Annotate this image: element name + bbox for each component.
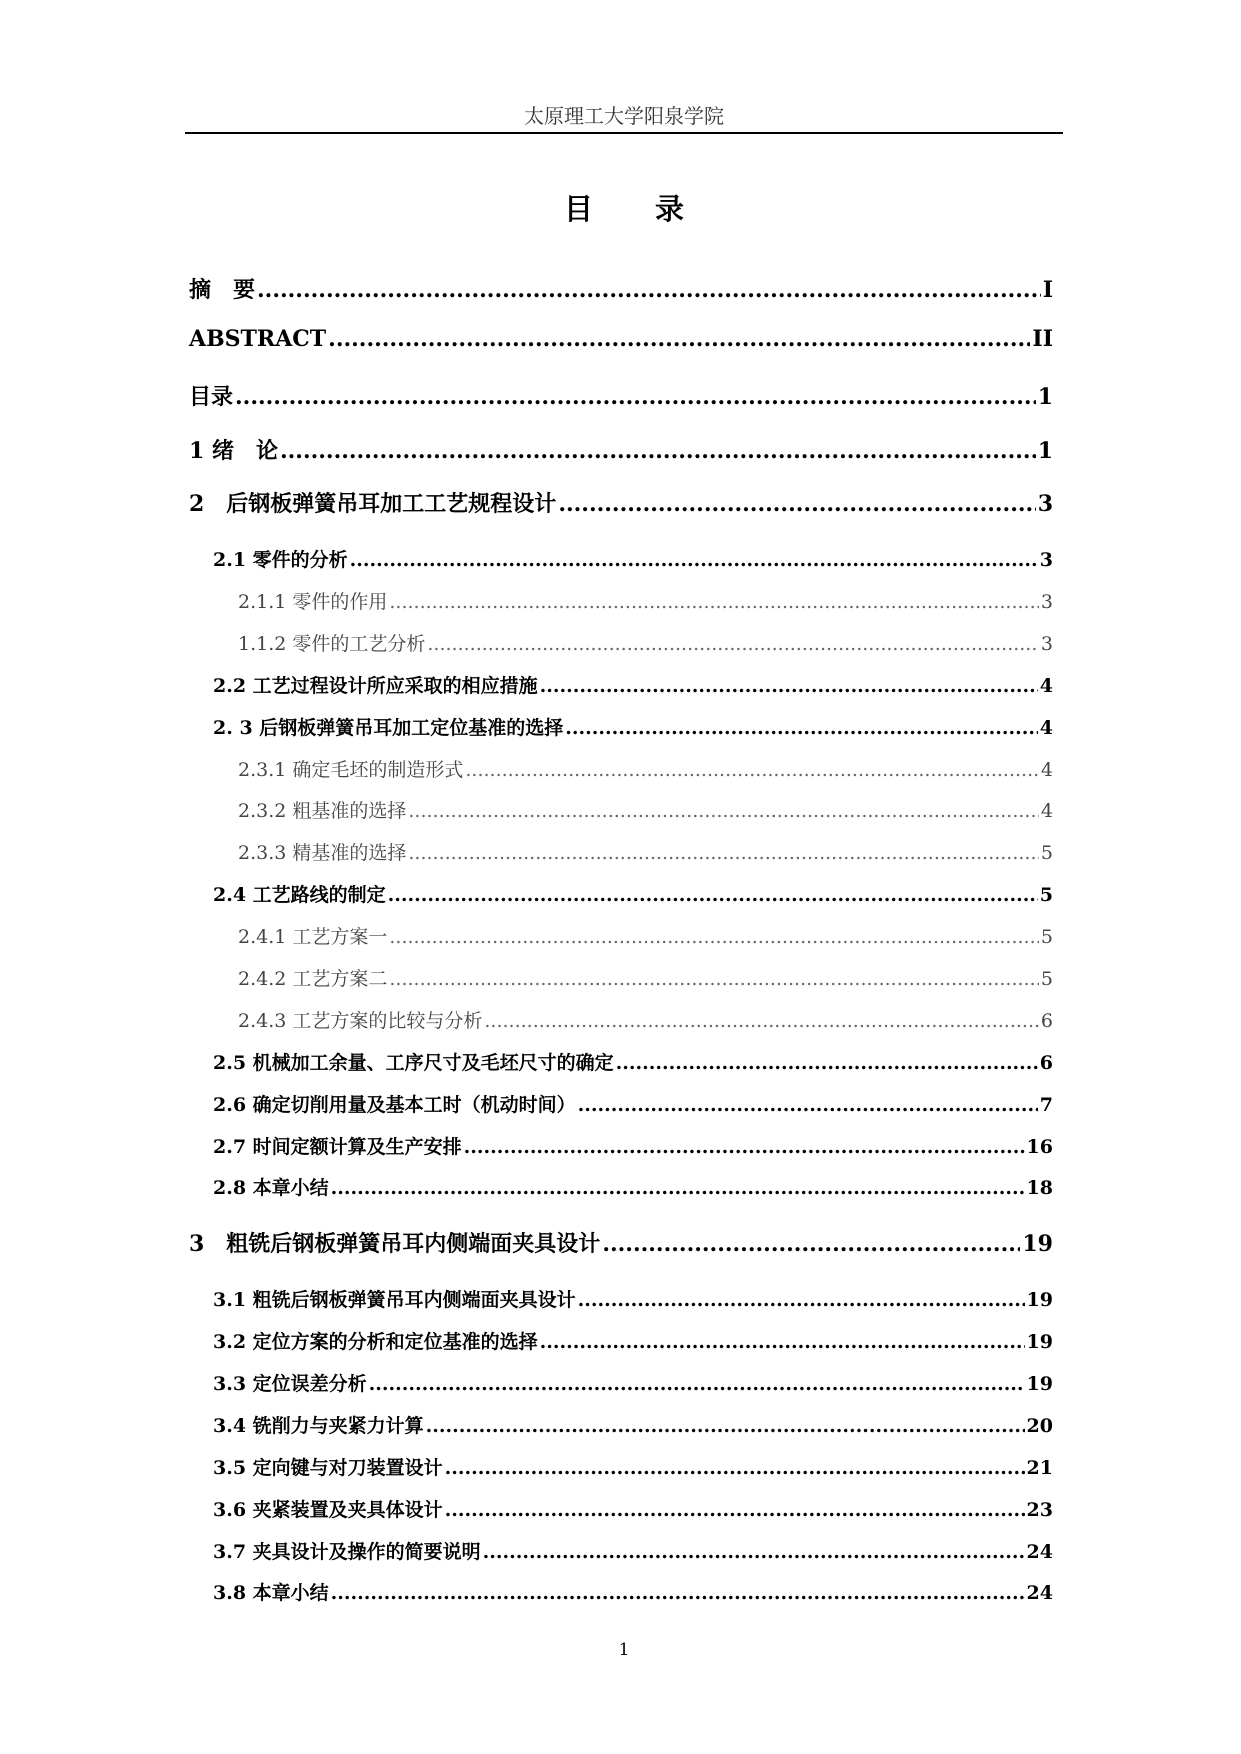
toc-entry-label: 2.2 工艺过程设计所应采取的相应措施	[213, 675, 538, 697]
toc-entry-page: 3	[1040, 633, 1053, 655]
toc-entry-2-1[interactable]	[213, 545, 1053, 572]
toc-entry-label: 2.4.1 工艺方案一	[238, 926, 388, 948]
toc-leader-dots	[578, 1094, 1038, 1116]
toc-entry-2-4-1[interactable]	[238, 922, 1053, 949]
toc-entry-page: 18	[1026, 1177, 1053, 1199]
toc-entry-3-8[interactable]	[213, 1578, 1053, 1605]
toc-entry-page: Ⅰ	[1042, 277, 1053, 303]
toc-entry-page: 19	[1026, 1331, 1053, 1353]
toc-entry-page: 20	[1026, 1415, 1053, 1437]
toc-leader-dots	[389, 926, 1039, 948]
toc-entry-2-3-1[interactable]	[238, 755, 1053, 782]
toc-entry-label: ABSTRACT	[189, 326, 327, 352]
toc-leader-dots	[426, 1415, 1025, 1437]
toc-leader-dots	[280, 438, 1036, 464]
toc-entry-label: 2.4 工艺路线的制定	[213, 884, 386, 906]
toc-entry-chapter-1[interactable]	[189, 434, 1053, 465]
toc-entry-page: II	[1032, 326, 1053, 352]
toc-entry-label: 3.2 定位方案的分析和定位基准的选择	[213, 1331, 538, 1353]
toc-entry-label: 2. 3 后钢板弹簧吊耳加工定位基准的选择	[213, 717, 564, 739]
toc-entry-page: 24	[1026, 1541, 1053, 1563]
toc-entry-label: 目录	[189, 384, 234, 410]
toc-entry-2-7[interactable]	[213, 1132, 1053, 1159]
toc-entry-chapter-3[interactable]	[189, 1227, 1053, 1258]
toc-leader-dots	[408, 800, 1039, 822]
toc-leader-dots	[565, 717, 1037, 739]
toc-leader-dots	[389, 968, 1039, 990]
toc-entry-label: 2.1 零件的分析	[213, 549, 348, 571]
toc-entry-2-3-3[interactable]	[238, 838, 1053, 865]
toc-entry-page: 5	[1039, 884, 1053, 906]
toc-entry-page: 3	[1040, 591, 1053, 613]
toc-entry-page: 19	[1026, 1373, 1053, 1395]
toc-entry-page: 4	[1040, 759, 1053, 781]
toc-leader-dots	[427, 633, 1039, 655]
toc-entry-label: 2.5 机械加工余量、工序尺寸及毛坯尺寸的确定	[213, 1052, 614, 1074]
toc-leader-dots	[408, 842, 1039, 864]
toc-leader-dots	[331, 1582, 1025, 1604]
toc-entry-label: 3.6 夹紧装置及夹具体设计	[213, 1499, 443, 1521]
toc-entry-1-1-2[interactable]	[238, 629, 1053, 656]
page-number: 1	[618, 1640, 630, 1660]
toc-leader-dots	[350, 549, 1038, 571]
toc-entry-page: 16	[1026, 1136, 1053, 1158]
toc-entry-2-8[interactable]	[213, 1173, 1053, 1200]
toc-leader-dots	[389, 591, 1039, 613]
toc-leader-dots	[465, 759, 1039, 781]
toc-entry-3-3[interactable]	[213, 1369, 1053, 1396]
toc-entry-3-4[interactable]	[213, 1411, 1053, 1438]
toc-leader-dots	[483, 1541, 1025, 1563]
toc-entry-label: 3.7 夹具设计及操作的简要说明	[213, 1541, 481, 1563]
toc-entry-label: 2 后钢板弹簧吊耳加工工艺规程设计	[189, 491, 557, 517]
toc-leader-dots	[369, 1373, 1025, 1395]
toc-entry-3-6[interactable]	[213, 1495, 1053, 1522]
page-header: 太原理工大学阳泉学院	[524, 104, 724, 128]
toc-entry-abstract-cn[interactable]	[189, 273, 1053, 304]
toc-entry-3-1[interactable]	[213, 1285, 1053, 1312]
toc-entry-label: 3.8 本章小结	[213, 1582, 329, 1604]
toc-entry-2-2[interactable]	[213, 671, 1053, 698]
toc-entry-label: 2.7 时间定额计算及生产安排	[213, 1136, 462, 1158]
toc-entry-page: 6	[1040, 1010, 1053, 1032]
toc-entry-label: 3.4 铣削力与夹紧力计算	[213, 1415, 424, 1437]
toc-entry-label: 2.3.2 粗基准的选择	[238, 800, 407, 822]
toc-entry-label: 3 粗铣后钢板弹簧吊耳内侧端面夹具设计	[189, 1231, 601, 1257]
toc-entry-label: 2.3.1 确定毛坯的制造形式	[238, 759, 464, 781]
toc-entry-2-5[interactable]	[213, 1048, 1053, 1075]
toc-leader-dots	[331, 1177, 1025, 1199]
toc-entry-label: 3.5 定向键与对刀装置设计	[213, 1457, 443, 1479]
toc-entry-page: 3	[1037, 491, 1053, 517]
toc-entry-contents[interactable]	[189, 380, 1053, 411]
toc-leader-dots	[616, 1052, 1038, 1074]
toc-leader-dots	[328, 326, 1030, 352]
toc-entry-page: 5	[1040, 926, 1053, 948]
toc-entry-chapter-2[interactable]	[189, 487, 1053, 518]
toc-entry-2-1-1[interactable]	[238, 587, 1053, 614]
toc-leader-dots	[464, 1136, 1025, 1158]
toc-entry-page: 1	[1037, 438, 1053, 464]
toc-leader-dots	[445, 1457, 1025, 1479]
toc-entry-page: 19	[1026, 1289, 1053, 1311]
toc-leader-dots	[388, 884, 1038, 906]
toc-entry-page: 7	[1039, 1094, 1053, 1116]
toc-entry-3-2[interactable]	[213, 1327, 1053, 1354]
toc-entry-2-4[interactable]	[213, 880, 1053, 907]
toc-entry-label: 2.1.1 零件的作用	[238, 591, 388, 613]
toc-entry-page: 3	[1039, 549, 1053, 571]
toc-leader-dots	[558, 491, 1035, 517]
toc-entry-page: 24	[1026, 1582, 1053, 1604]
toc-entry-label: 1 绪 论	[189, 438, 278, 464]
toc-leader-dots	[578, 1289, 1025, 1311]
toc-entry-page: 23	[1026, 1499, 1053, 1521]
toc-entry-2-4-2[interactable]	[238, 964, 1053, 991]
toc-title: 目 录	[563, 192, 711, 226]
toc-entry-page: 4	[1039, 675, 1053, 697]
toc-entry-page: 19	[1022, 1231, 1053, 1257]
toc-leader-dots	[484, 1010, 1039, 1032]
toc-entry-label: 3.1 粗铣后钢板弹簧吊耳内侧端面夹具设计	[213, 1289, 576, 1311]
toc-entry-label: 3.3 定位误差分析	[213, 1373, 367, 1395]
toc-entry-page: 21	[1026, 1457, 1053, 1479]
toc-entry-3-5[interactable]	[213, 1453, 1053, 1480]
toc-entry-label: 2.4.2 工艺方案二	[238, 968, 388, 990]
toc-leader-dots	[540, 675, 1038, 697]
toc-entry-2-4-3[interactable]	[238, 1006, 1053, 1033]
toc-entry-label: 2.6 确定切削用量及基本工时（机动时间）	[213, 1094, 576, 1116]
toc-leader-dots	[235, 384, 1036, 410]
toc-entry-label: 2.4.3 工艺方案的比较与分析	[238, 1010, 483, 1032]
toc-entry-page: 1	[1037, 384, 1053, 410]
toc-entry-label: 2.8 本章小结	[213, 1177, 329, 1199]
toc-entry-2-3[interactable]	[213, 713, 1053, 740]
toc-entry-label: 2.3.3 精基准的选择	[238, 842, 407, 864]
toc-entry-page: 5	[1040, 968, 1053, 990]
toc-entry-page: 4	[1040, 800, 1053, 822]
toc-entry-page: 6	[1039, 1052, 1053, 1074]
toc-entry-label: 1.1.2 零件的工艺分析	[238, 633, 426, 655]
toc-leader-dots	[540, 1331, 1025, 1353]
toc-leader-dots	[257, 277, 1041, 303]
toc-entry-abstract-en[interactable]	[189, 326, 1053, 352]
toc-entry-label: 摘 要	[189, 277, 256, 303]
toc-entry-3-7[interactable]	[213, 1537, 1053, 1564]
toc-leader-dots	[602, 1231, 1020, 1257]
toc-entry-page: 5	[1040, 842, 1053, 864]
toc-entry-2-3-2[interactable]	[238, 796, 1053, 823]
toc-leader-dots	[445, 1499, 1025, 1521]
toc-entry-2-6[interactable]	[213, 1090, 1053, 1117]
toc-entry-page: 4	[1039, 717, 1053, 739]
